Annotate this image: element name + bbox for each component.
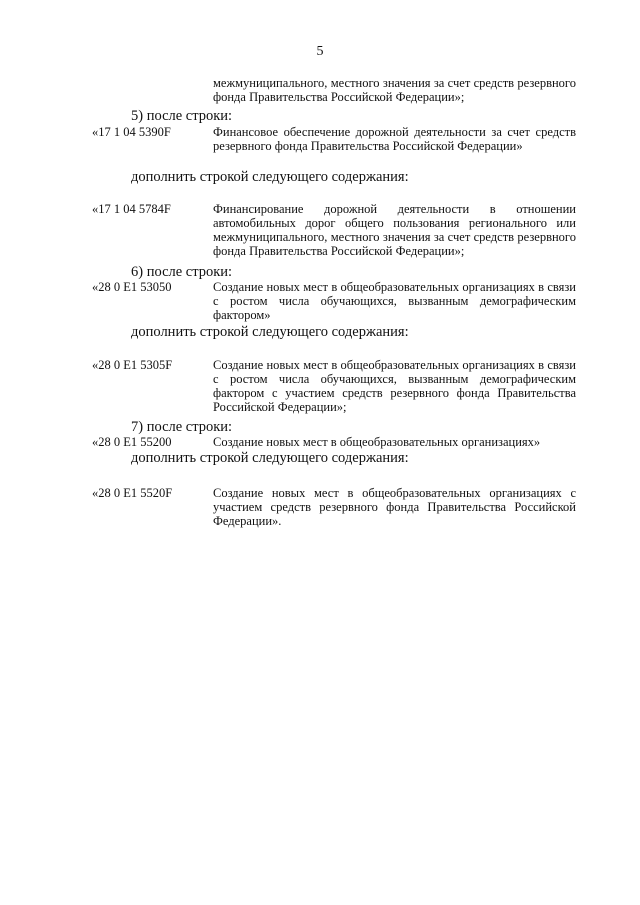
item7-after-code: «28 0 E1 55200 [92,435,172,449]
item5-new-code: «17 1 04 5784F [92,202,171,216]
item7-supplement: дополнить строкой следующего содержания: [131,450,409,466]
item7-new-text: Создание новых мест в общеобразовательных организациях с участием средств резервного фонда Правительства Российской Федерации». [213,486,576,528]
item7-new-code: «28 0 E1 5520F [92,486,173,500]
item6-heading: 6) после строки: [131,264,233,280]
item5-new-text: Финансирование дорожной деятельности в отношении автомобильных дорог общего пользования регионального или межмуниципального, местного значения за счет средств резервного фонда Правительства Российской Федерации»; [213,202,576,258]
page-number: 5 [316,44,324,59]
continuation-text: межмуниципального, местного значения за счет средств резервного фонда Правительства Российской Федерации»; [213,76,576,104]
item6-supplement: дополнить строкой следующего содержания: [131,324,409,340]
item6-new-code: «28 0 E1 5305F [92,358,173,372]
item7-heading: 7) после строки: [131,419,233,435]
item5-heading: 5) после строки: [131,108,233,124]
item6-after-code: «28 0 E1 53050 [92,280,172,294]
item5-supplement: дополнить строкой следующего содержания: [131,169,409,185]
item6-after-text: Создание новых мест в общеобразовательных организациях в связи с ростом числа обучающихся, вызванным демографическим фактором» [213,280,576,322]
item7-after-text: Создание новых мест в общеобразовательных организациях» [213,435,541,449]
item6-new-text: Создание новых мест в общеобразовательных организациях в связи с ростом числа обучающихся, вызванным демографическим фактором с участием средств резервного фонда Правительства Российской Федерации»; [213,358,576,414]
item5-after-code: «17 1 04 5390F [92,125,171,139]
item5-after-text: Финансовое обеспечение дорожной деятельности за счет средств резервного фонда Правительства Российской Федерации» [213,125,576,153]
